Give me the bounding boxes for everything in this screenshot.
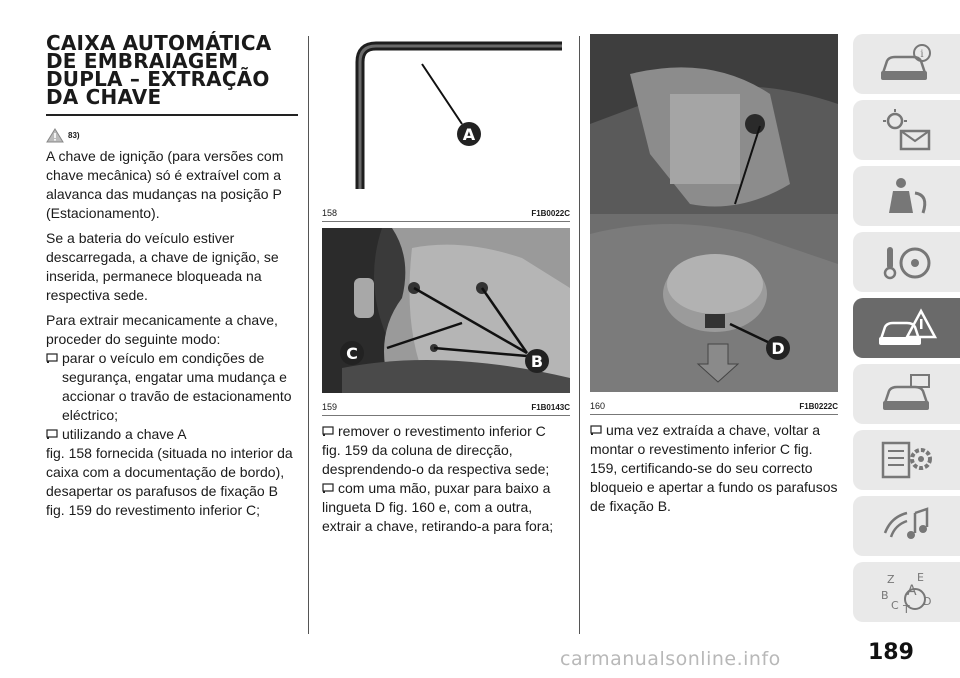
bullet-icon [46,429,58,444]
hex-key-illustration [322,34,570,199]
tab-starting-driving[interactable] [853,232,960,292]
label-C: C [346,344,358,363]
label-D: D [771,339,785,358]
figure-code: F1B0143C [531,402,570,412]
tab-technical-specs[interactable] [853,430,960,490]
column-3 [590,34,838,522]
title-line: CAIXA AUTOMÁTICA [46,31,272,55]
paragraph: A chave de ignição (para versões com chave mecânica) só é extraível com a alavanca das mudanças na posição P (Estacionamento). [46,148,284,221]
figure-code: F1B0022C [531,208,570,218]
bullet-icon [322,483,334,498]
tab-safety[interactable] [853,166,960,226]
figure-caption [322,402,570,416]
steering-column-cover-photo [322,228,570,393]
figure-caption [322,208,570,222]
index-letter: E [916,571,924,584]
list-item-text: parar o veículo em condições de segurança, engatar uma mudança e accionar o travão de estacionamento eléctrico; [62,350,292,423]
column-divider [308,36,309,634]
figure-number: 159 [322,402,338,412]
paragraph: Se a bateria do veículo estiver descarregada, a chave de ignição, se inserida, permanece bloqueada na respectiva sede. [46,230,279,303]
index-letter: D [922,595,931,608]
section-title [46,31,298,116]
list-item [46,349,298,425]
list-item-text: remover o revestimento inferior C [338,423,546,439]
index-letter: C [890,599,899,612]
svg-text:i: i [919,49,924,60]
warning-reference [46,128,298,143]
index-letter: Z [886,573,895,586]
column-2 [322,34,570,542]
specs-gear-icon [877,437,937,483]
title-line: DA CHAVE [46,85,162,109]
list-item [322,422,570,441]
column-divider [579,36,580,634]
tab-maintenance[interactable] [853,364,960,424]
figure-159 [322,228,570,416]
page-number: 189 [868,640,914,665]
watermark: carmanualsonline.info [560,648,781,670]
figure-number: 160 [590,401,606,411]
figure-160 [590,34,838,415]
figure-caption [590,401,838,415]
figure-number: 158 [322,208,338,218]
tab-multimedia[interactable] [853,496,960,556]
list-item [322,479,570,498]
chapter-tabs [853,34,960,628]
list-item [590,421,838,440]
tab-emergency[interactable] [853,298,960,358]
index-letter: T [902,603,910,615]
title-line: DUPLA – EXTRAÇÃO [46,67,270,91]
car-maintenance-icon [877,371,937,417]
column-1 [46,31,298,526]
list-item [46,425,298,444]
label-A: A [462,125,476,144]
steering-key-icon [877,239,937,285]
airbag-safety-icon [877,173,937,219]
title-line: DE EMBRAIAGEM [46,49,239,73]
list-item-text: com uma mão, puxar para baixo a [338,480,551,496]
list-item-text: uma vez extraída a chave, voltar a [606,422,820,438]
label-B: B [530,352,544,371]
index-letter: B [880,589,889,602]
paragraph: montar o revestimento inferior C fig. 159, certificando-se do seu correcto bloqueio e apertar a fundo os parafusos de fixação B. [590,441,838,514]
figure-158 [322,34,570,222]
bullet-icon [46,353,58,425]
list-item-text: utilizando a chave A [62,426,187,442]
paragraph: Para extrair mecanicamente a chave, proceder do seguinte modo: [46,312,278,347]
tab-index[interactable] [853,562,960,622]
bullet-icon [590,425,602,440]
multimedia-icon [877,503,937,549]
emergency-icon [877,305,937,351]
paragraph: lingueta D fig. 160 e, com a outra, extrair a chave, retirando-a para fora; [322,499,554,534]
figure-code: F1B0222C [799,401,838,411]
bullet-icon [322,426,334,441]
index-letter: A [906,583,917,599]
tab-warning-lights[interactable] [853,100,960,160]
paragraph: fig. 159 da coluna de direcção, desprendendo-o da respectiva sede; [322,442,550,477]
warning-ref-text: 83) [68,131,80,140]
tab-car-info[interactable] [853,34,960,94]
index-letters-icon [877,569,937,615]
ignition-lock-photo [590,34,838,392]
warning-lights-icon [877,107,937,153]
warning-triangle-icon [46,128,64,143]
paragraph: fig. 158 fornecida (situada no interior da caixa com a documentação de bordo), desapertar os parafusos de fixação B fig. 159 do revestimento inferior C; [46,445,293,518]
car-info-icon [877,41,937,87]
